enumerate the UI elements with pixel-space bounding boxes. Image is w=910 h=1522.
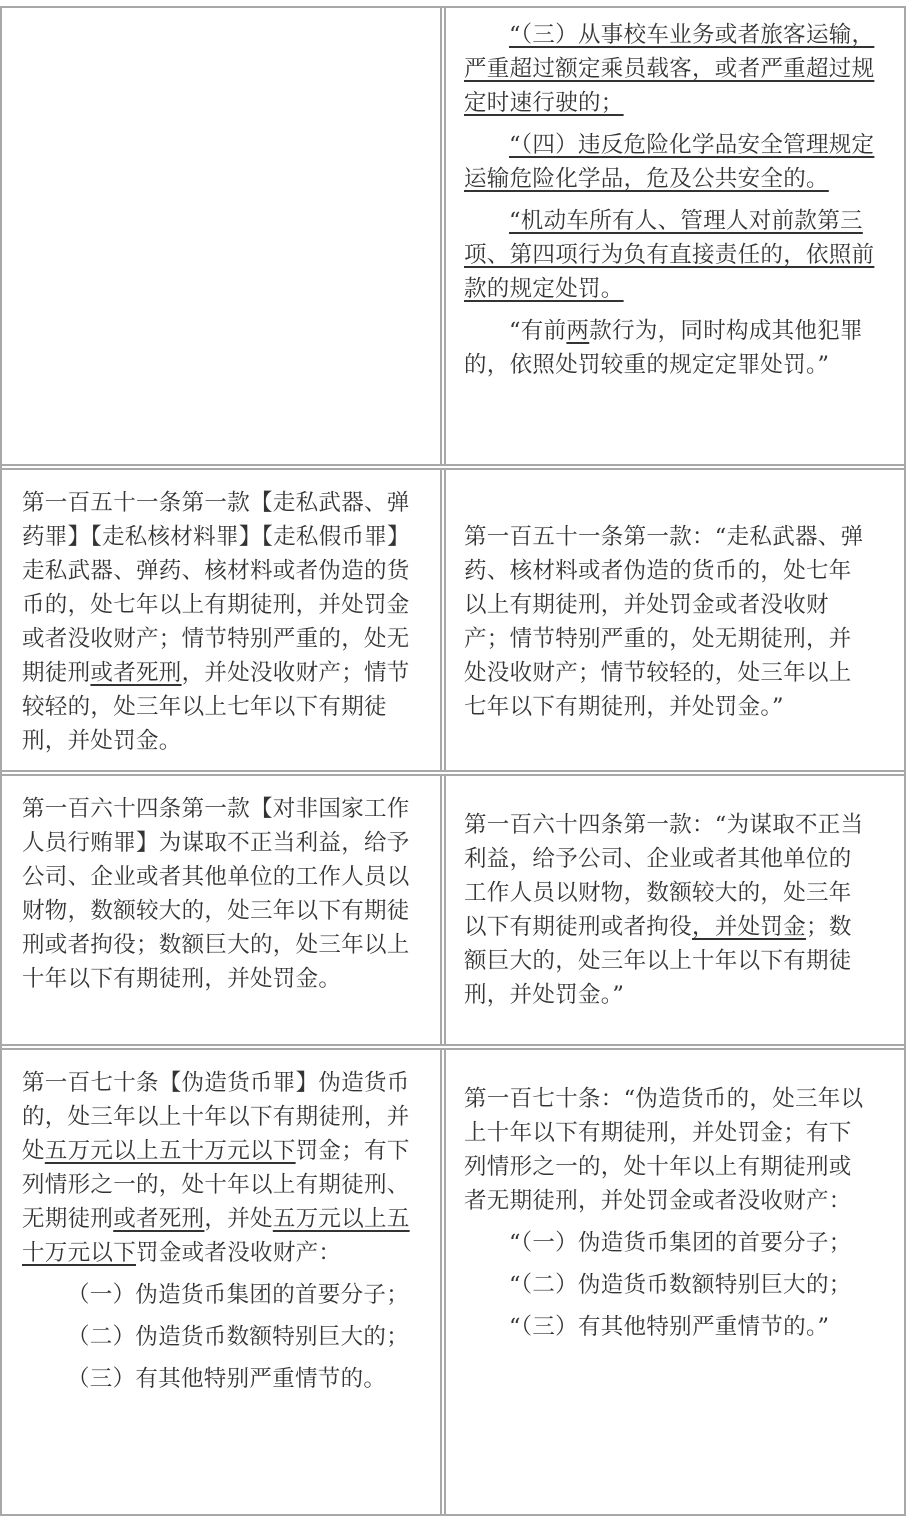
paragraph [464, 808, 874, 1012]
text-span: 罚金；有下列情形之一的，处十年以上有期徒刑、无期徒刑 [22, 1138, 410, 1232]
table-cell-right [446, 8, 904, 464]
text-span: 罚金或者没收财产： [136, 1240, 342, 1266]
paragraph [22, 792, 412, 996]
paragraph [22, 486, 412, 758]
paragraph [22, 1362, 412, 1396]
table-cell-left [2, 1050, 440, 1514]
paragraph [464, 204, 876, 306]
paragraph [464, 1226, 874, 1260]
paragraph [464, 1310, 874, 1344]
text-span: 款行为，同时构成其他犯罪的，依照处罚较重的规定定罪处罚。” [464, 318, 863, 378]
paragraph [22, 1066, 412, 1270]
text-span: （一）伪造货币集团的首要分子； [67, 1282, 410, 1308]
text-span: ，并处没收财产；情节较轻的，处三年以上七年以下有期徒刑，并处罚金。 [22, 660, 410, 754]
paragraph [22, 1278, 412, 1312]
text-span: “（三）有其他特别严重情节的。” [509, 1314, 830, 1340]
row-divider [2, 1044, 904, 1050]
table-cell-right [446, 1050, 904, 1514]
paragraph [464, 18, 876, 120]
text-span: “有前 [509, 318, 567, 344]
amended-text: ，并处罚金 [692, 914, 807, 940]
text-span: 第一百六十四条第一款：“为谋取不正当利益，给予公司、企业或者其他单位的工作人员以财物，数额较大的，处三年以下有期徒刑或者拘役 [464, 812, 864, 940]
paragraph [464, 1268, 874, 1302]
table-cell-left [2, 776, 440, 1044]
amended-text: “（三）从事校车业务或者旅客运输，严重超过额定乘员载客，或者严重超过规定时速行驶的； [464, 22, 875, 116]
text-span: “（二）伪造货币数额特别巨大的； [509, 1272, 852, 1298]
text-span: （三）有其他特别严重情节的。 [67, 1366, 387, 1392]
text-span: （二）伪造货币数额特别巨大的； [67, 1324, 410, 1350]
comparison-table [0, 6, 906, 1516]
amended-text: 或者死刑 [90, 660, 182, 686]
paragraph [464, 520, 874, 724]
text-span: 第一百六十四条第一款【对非国家工作人员行贿罪】为谋取不正当利益，给予公司、企业或者其他单位的工作人员以财物，数额较大的，处三年以下有期徒刑或者拘役；数额巨大的，处三年以上十年以下有期徒刑，并处罚金。 [22, 796, 410, 992]
amended-text: 五万元以上五十万元以下 [44, 1138, 296, 1164]
text-span: 第一百五十一条第一款：“走私武器、弹药、核材料或者伪造的货币的，处七年以上有期徒刑，并处罚金或者没收财产；情节特别严重的，处无期徒刑，并处没收财产；情节较轻的，处三年以上七年以下有期徒刑，并处罚金。” [464, 524, 864, 720]
table-cell-right [446, 776, 904, 1044]
row-divider [2, 464, 904, 470]
paragraph [464, 128, 876, 196]
paragraph [464, 1082, 874, 1218]
table-cell-right [446, 470, 904, 770]
text-span: 第一百五十一条第一款【走私武器、弹药罪】【走私核材料罪】【走私假币罪】走私武器、弹药、核材料或者伪造的货币的，处七年以上有期徒刑，并处罚金或者没收财产；情节特别严重的，处无期徒刑 [22, 490, 410, 686]
table-cell-left [2, 470, 440, 770]
table-cell-left [2, 8, 440, 464]
text-span: ；数额巨大的，处三年以上十年以下有期徒刑，并处罚金。” [464, 914, 852, 1008]
text-span: 第一百七十条：“伪造货币的，处三年以上十年以下有期徒刑，并处罚金；有下列情形之一的，处十年以上有期徒刑或者无期徒刑，并处罚金或者没收财产： [464, 1086, 864, 1214]
amended-text: “机动车所有人、管理人对前款第三项、第四项行为负有直接责任的，依照前款的规定处罚。 [464, 208, 875, 302]
row-divider [2, 770, 904, 776]
paragraph [464, 314, 876, 382]
amended-text: 五万元以上五十万元以下 [22, 1206, 410, 1266]
text-span: ，并处 [204, 1206, 273, 1232]
amended-text: 或者死刑 [113, 1206, 205, 1232]
amended-text: “（四）违反危险化学品安全管理规定运输危险化学品，危及公共安全的。 [464, 132, 875, 192]
paragraph [22, 1320, 412, 1354]
text-span: “（一）伪造货币集团的首要分子； [509, 1230, 852, 1256]
text-span: 第一百七十条【伪造货币罪】伪造货币的，处三年以上十年以下有期徒刑，并处 [22, 1070, 410, 1164]
column-divider [440, 8, 446, 1514]
amended-text: 两 [566, 318, 590, 344]
